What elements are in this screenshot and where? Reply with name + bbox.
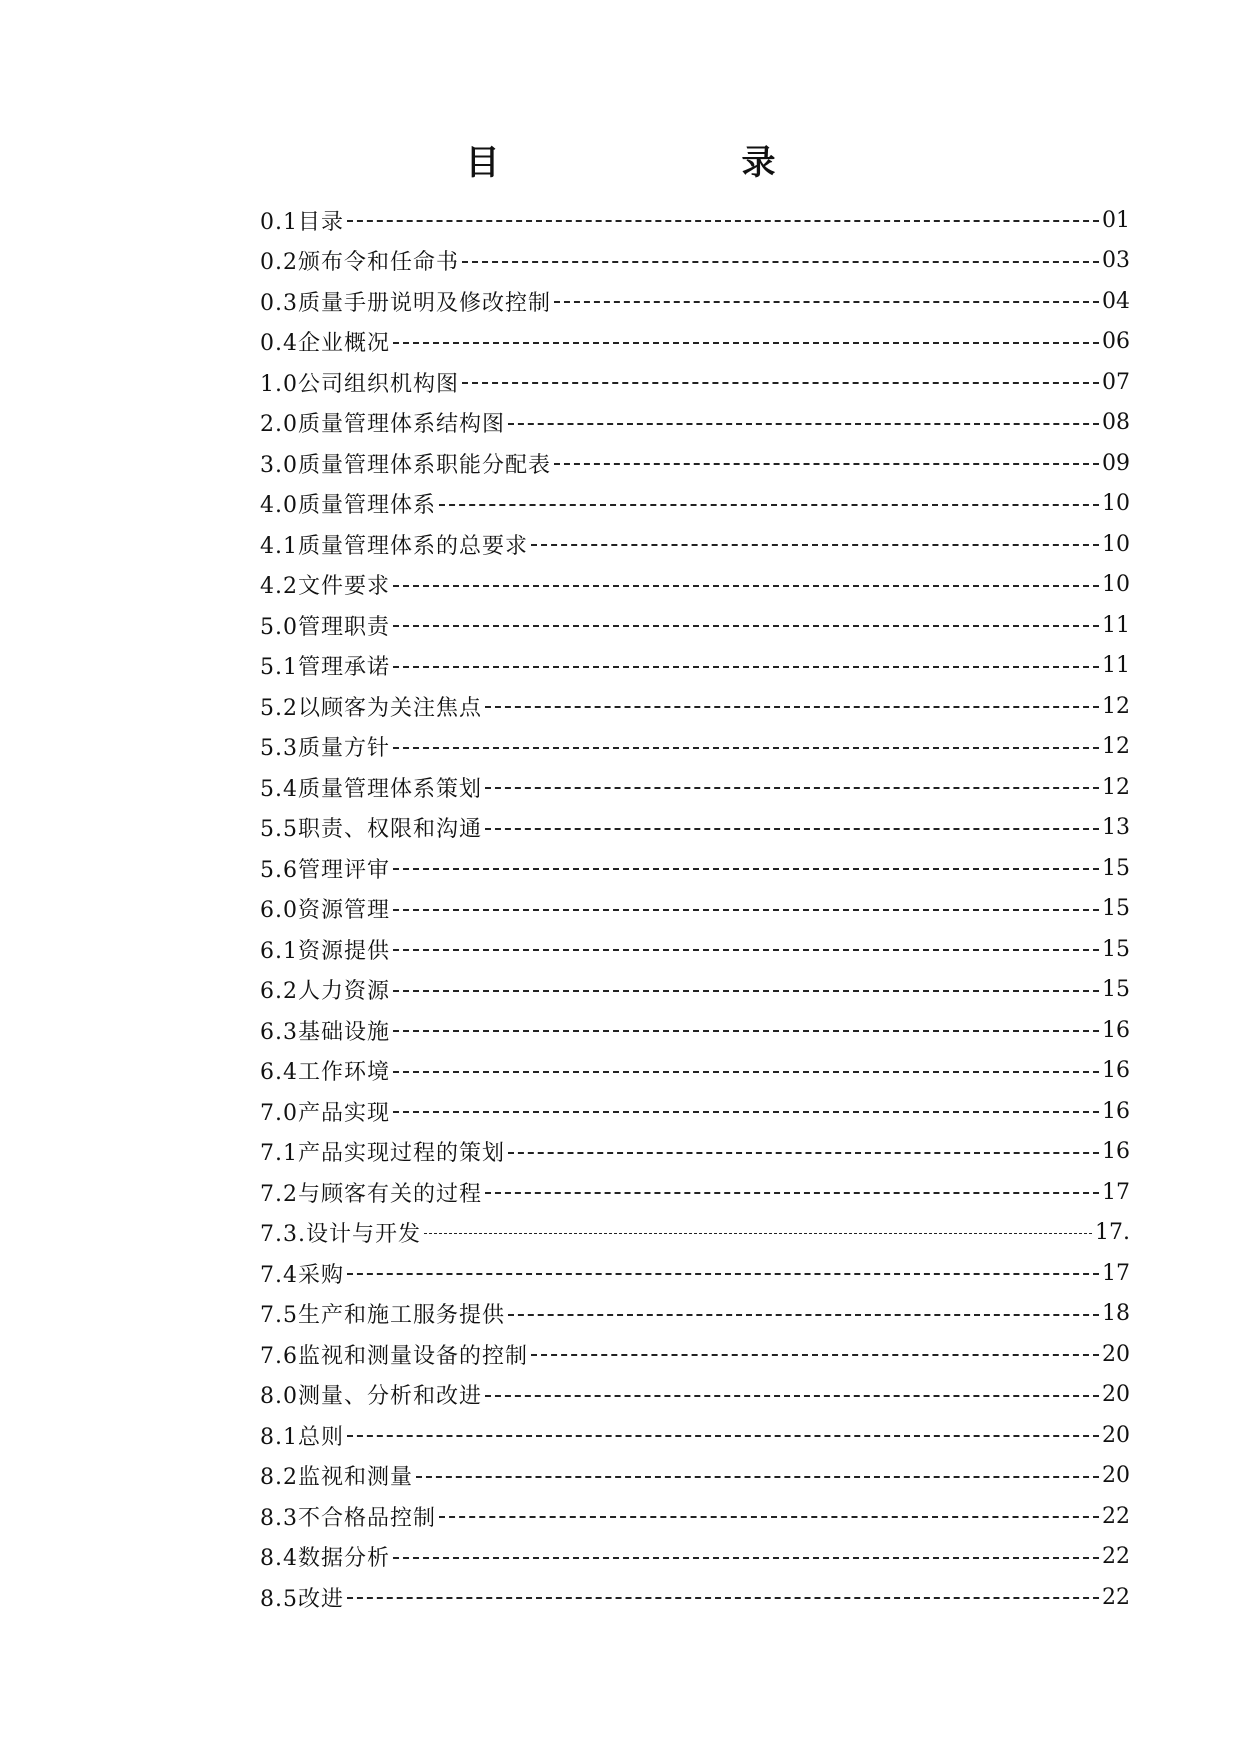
toc-dash-leader bbox=[347, 1597, 1099, 1599]
toc-entry bbox=[260, 1537, 1130, 1578]
toc-entry bbox=[260, 1051, 1130, 1092]
toc-dash-leader bbox=[393, 1071, 1099, 1073]
toc-dash-leader bbox=[439, 1516, 1099, 1518]
toc-entry bbox=[260, 1091, 1130, 1132]
toc-entry-page-number: 16 bbox=[1102, 1139, 1130, 1165]
toc-dash-leader bbox=[393, 1030, 1099, 1032]
toc-entry-page-number: 06 bbox=[1102, 329, 1130, 355]
toc-entry-label: 0.1目录 bbox=[260, 209, 344, 235]
toc-entry-label: 5.2以顾客为关注焦点 bbox=[260, 695, 482, 721]
toc-entry-label: 4.2文件要求 bbox=[260, 574, 390, 600]
toc-entry-page-number: 20 bbox=[1102, 1422, 1130, 1448]
toc-entry-label: 7.6监视和测量设备的控制 bbox=[260, 1343, 528, 1369]
toc-entry-label: 3.0质量管理体系职能分配表 bbox=[260, 452, 551, 478]
toc-entry-page-number: 10 bbox=[1102, 531, 1130, 557]
toc-entry bbox=[260, 848, 1130, 889]
table-of-contents bbox=[260, 200, 1130, 1618]
toc-entry-page-number: 13 bbox=[1102, 815, 1130, 841]
toc-entry bbox=[260, 929, 1130, 970]
toc-entry-page-number: 17 bbox=[1102, 1260, 1130, 1286]
toc-dash-leader bbox=[393, 868, 1099, 870]
toc-entry-page-number: 20 bbox=[1102, 1382, 1130, 1408]
toc-dash-leader bbox=[508, 423, 1099, 425]
toc-entry bbox=[260, 686, 1130, 727]
toc-entry bbox=[260, 322, 1130, 363]
toc-entry-label: 2.0质量管理体系结构图 bbox=[260, 412, 505, 438]
toc-entry-label: 5.4质量管理体系策划 bbox=[260, 776, 482, 802]
toc-entry-page-number: 20 bbox=[1102, 1341, 1130, 1367]
toc-entry-page-number: 11 bbox=[1102, 653, 1130, 679]
toc-entry bbox=[260, 443, 1130, 484]
toc-entry-label: 5.5职责、权限和沟通 bbox=[260, 817, 482, 843]
toc-dash-leader bbox=[393, 909, 1099, 911]
toc-entry bbox=[260, 484, 1130, 525]
toc-entry-page-number: 15 bbox=[1102, 977, 1130, 1003]
toc-entry-label: 6.4工作环境 bbox=[260, 1060, 390, 1086]
toc-entry bbox=[260, 727, 1130, 768]
toc-entry bbox=[260, 1213, 1130, 1254]
toc-entry-page-number: 11 bbox=[1102, 612, 1130, 638]
toc-entry-label: 7.3.设计与开发 bbox=[260, 1222, 421, 1248]
toc-dash-leader bbox=[424, 1233, 1092, 1234]
toc-dash-leader bbox=[485, 828, 1099, 830]
toc-entry-page-number: 15 bbox=[1102, 936, 1130, 962]
toc-entry-label: 8.1总则 bbox=[260, 1424, 344, 1450]
toc-entry-page-number: 18 bbox=[1102, 1301, 1130, 1327]
toc-dash-leader bbox=[554, 463, 1099, 465]
toc-entry-label: 5.6管理评审 bbox=[260, 857, 390, 883]
toc-dash-leader bbox=[462, 382, 1099, 384]
toc-entry-label: 1.0公司组织机构图 bbox=[260, 371, 459, 397]
toc-entry-page-number: 22 bbox=[1102, 1584, 1130, 1610]
toc-entry-page-number: 04 bbox=[1102, 288, 1130, 314]
toc-entry bbox=[260, 1375, 1130, 1416]
page-title: 目 录 bbox=[465, 142, 834, 183]
toc-entry bbox=[260, 1415, 1130, 1456]
toc-entry-label: 5.0管理职责 bbox=[260, 614, 390, 640]
toc-entry-label: 0.4企业概况 bbox=[260, 331, 390, 357]
toc-dash-leader bbox=[393, 342, 1099, 344]
toc-entry bbox=[260, 605, 1130, 646]
toc-entry-page-number: 22 bbox=[1102, 1503, 1130, 1529]
toc-entry bbox=[260, 1253, 1130, 1294]
toc-entry bbox=[260, 524, 1130, 565]
toc-entry-label: 8.5改进 bbox=[260, 1586, 344, 1612]
toc-entry bbox=[260, 200, 1130, 241]
toc-entry-label: 5.3质量方针 bbox=[260, 736, 390, 762]
toc-dash-leader bbox=[531, 1354, 1099, 1356]
toc-entry bbox=[260, 1172, 1130, 1213]
toc-entry-label: 6.1资源提供 bbox=[260, 938, 390, 964]
toc-entry-label: 6.2人力资源 bbox=[260, 979, 390, 1005]
toc-entry-page-number: 15 bbox=[1102, 855, 1130, 881]
toc-entry bbox=[260, 1496, 1130, 1537]
toc-dash-leader bbox=[485, 1192, 1099, 1194]
toc-entry-page-number: 16 bbox=[1102, 1058, 1130, 1084]
toc-entry-page-number: 17 bbox=[1102, 1179, 1130, 1205]
toc-entry bbox=[260, 767, 1130, 808]
toc-entry bbox=[260, 241, 1130, 282]
toc-dash-leader bbox=[508, 1314, 1099, 1316]
toc-dash-leader bbox=[485, 1395, 1099, 1397]
toc-entry-label: 7.1产品实现过程的策划 bbox=[260, 1141, 505, 1167]
toc-entry bbox=[260, 1456, 1130, 1497]
toc-entry-page-number: 17. bbox=[1095, 1220, 1130, 1246]
toc-entry-page-number: 12 bbox=[1102, 734, 1130, 760]
toc-dash-leader bbox=[508, 1152, 1099, 1154]
toc-dash-leader bbox=[347, 1435, 1099, 1437]
toc-entry bbox=[260, 646, 1130, 687]
toc-entry-page-number: 15 bbox=[1102, 896, 1130, 922]
toc-entry bbox=[260, 1010, 1130, 1051]
toc-dash-leader bbox=[485, 787, 1099, 789]
toc-dash-leader bbox=[393, 949, 1099, 951]
toc-entry bbox=[260, 970, 1130, 1011]
toc-entry-label: 7.5生产和施工服务提供 bbox=[260, 1303, 505, 1329]
toc-dash-leader bbox=[393, 625, 1099, 627]
toc-entry-label: 4.0质量管理体系 bbox=[260, 493, 436, 519]
toc-dash-leader bbox=[393, 990, 1099, 992]
toc-entry bbox=[260, 362, 1130, 403]
toc-entry bbox=[260, 1132, 1130, 1173]
toc-dash-leader bbox=[554, 301, 1099, 303]
toc-dash-leader bbox=[439, 504, 1099, 506]
toc-dash-leader bbox=[416, 1476, 1099, 1478]
toc-entry bbox=[260, 1294, 1130, 1335]
toc-entry-label: 4.1质量管理体系的总要求 bbox=[260, 533, 528, 559]
toc-entry bbox=[260, 1334, 1130, 1375]
toc-entry-label: 0.3质量手册说明及修改控制 bbox=[260, 290, 551, 316]
toc-entry-label: 7.0产品实现 bbox=[260, 1100, 390, 1126]
toc-entry-label: 5.1管理承诺 bbox=[260, 655, 390, 681]
toc-entry-label: 6.0资源管理 bbox=[260, 898, 390, 924]
toc-entry-page-number: 09 bbox=[1102, 450, 1130, 476]
toc-dash-leader bbox=[393, 747, 1099, 749]
toc-entry-label: 7.4采购 bbox=[260, 1262, 344, 1288]
toc-entry bbox=[260, 403, 1130, 444]
toc-dash-leader bbox=[531, 544, 1099, 546]
toc-entry-page-number: 01 bbox=[1102, 207, 1130, 233]
toc-entry-label: 8.4数据分析 bbox=[260, 1546, 390, 1572]
toc-entry-page-number: 07 bbox=[1102, 369, 1130, 395]
toc-entry-page-number: 03 bbox=[1102, 248, 1130, 274]
toc-dash-leader bbox=[393, 585, 1099, 587]
toc-entry bbox=[260, 565, 1130, 606]
toc-entry-page-number: 22 bbox=[1102, 1544, 1130, 1570]
toc-entry-page-number: 12 bbox=[1102, 774, 1130, 800]
toc-dash-leader bbox=[347, 220, 1099, 222]
toc-entry-label: 7.2与顾客有关的过程 bbox=[260, 1181, 482, 1207]
toc-entry-label: 8.3不合格品控制 bbox=[260, 1505, 436, 1531]
toc-entry-page-number: 16 bbox=[1102, 1017, 1130, 1043]
toc-entry-page-number: 12 bbox=[1102, 693, 1130, 719]
toc-dash-leader bbox=[393, 666, 1099, 668]
toc-entry-page-number: 08 bbox=[1102, 410, 1130, 436]
toc-entry bbox=[260, 281, 1130, 322]
toc-entry-page-number: 10 bbox=[1102, 491, 1130, 517]
toc-dash-leader bbox=[485, 706, 1099, 708]
toc-entry bbox=[260, 808, 1130, 849]
toc-entry-page-number: 10 bbox=[1102, 572, 1130, 598]
toc-entry-page-number: 16 bbox=[1102, 1098, 1130, 1124]
toc-dash-leader bbox=[393, 1557, 1099, 1559]
toc-entry-page-number: 20 bbox=[1102, 1463, 1130, 1489]
toc-entry bbox=[260, 1577, 1130, 1618]
toc-dash-leader bbox=[462, 261, 1099, 263]
toc-dash-leader bbox=[347, 1273, 1099, 1275]
toc-entry-label: 6.3基础设施 bbox=[260, 1019, 390, 1045]
toc-entry bbox=[260, 889, 1130, 930]
toc-entry-label: 8.2监视和测量 bbox=[260, 1465, 413, 1491]
toc-entry-label: 8.0测量、分析和改进 bbox=[260, 1384, 482, 1410]
toc-dash-leader bbox=[393, 1111, 1099, 1113]
toc-entry-label: 0.2颁布令和任命书 bbox=[260, 250, 459, 276]
